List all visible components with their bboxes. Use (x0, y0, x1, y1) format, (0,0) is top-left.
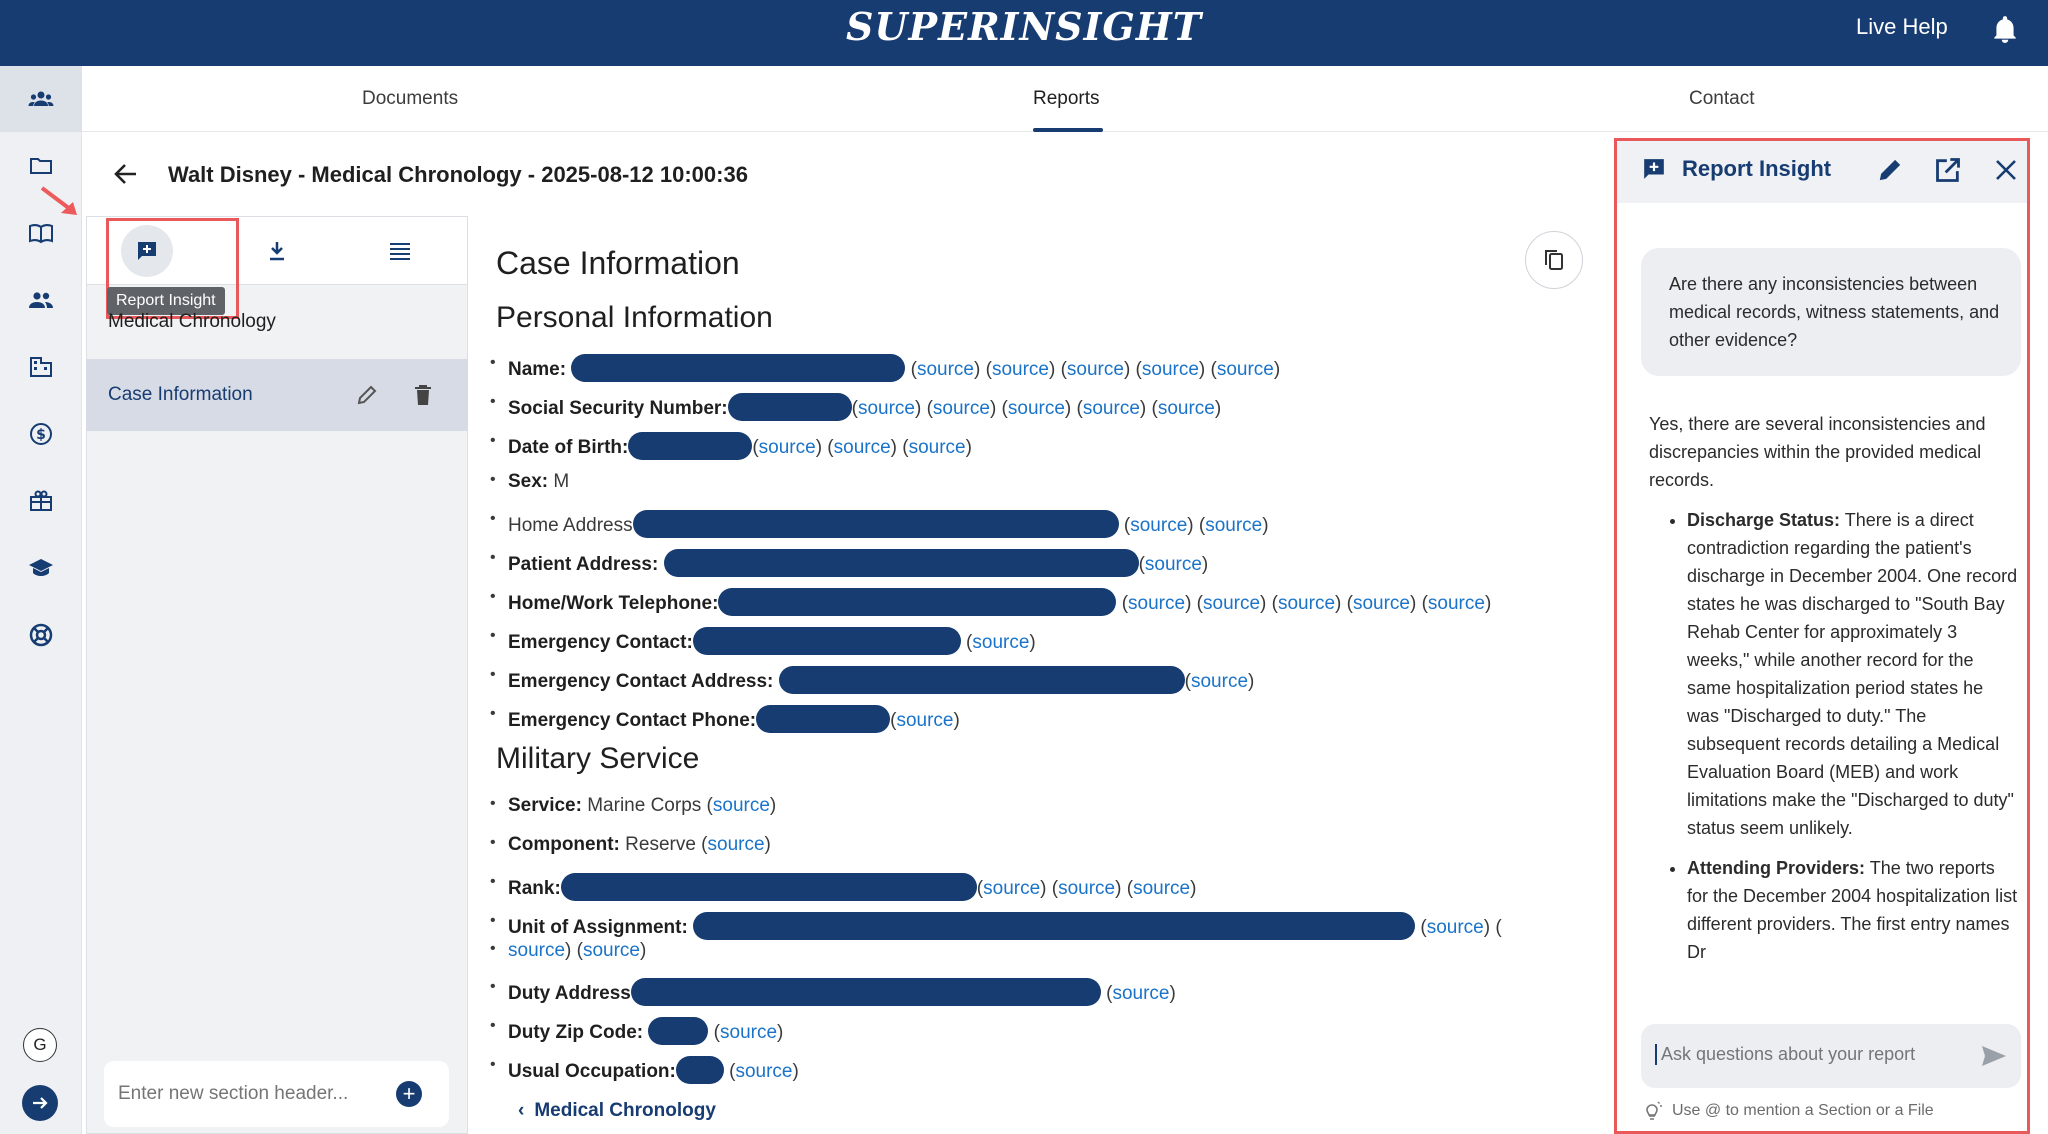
source-link[interactable]: source (508, 940, 566, 961)
main-tabs (82, 66, 2048, 132)
source-link[interactable]: source (712, 795, 770, 816)
source-link[interactable]: source (720, 1022, 778, 1043)
people-icon[interactable] (0, 267, 82, 333)
source-link[interactable]: source (1157, 398, 1215, 419)
redaction-bar (756, 705, 890, 733)
source-link[interactable]: source (1190, 671, 1249, 692)
expand-rail-button[interactable] (22, 1085, 58, 1121)
plus-icon: + (402, 1081, 416, 1106)
source-link[interactable]: source (1426, 917, 1484, 938)
field-label: Unit of Assignment: (508, 917, 688, 938)
source-link[interactable]: source (983, 878, 1041, 899)
list-item: • Unit of Assignment: (source) ( (508, 912, 1502, 940)
source-link[interactable]: source (1427, 593, 1485, 614)
source-link[interactable]: source (582, 940, 640, 961)
field-label: Duty Address (508, 983, 631, 1004)
field-label: Social Security Number: (508, 398, 728, 419)
source-link[interactable]: source (1144, 554, 1202, 575)
source-link[interactable]: source (1130, 515, 1188, 536)
team-icon[interactable] (0, 66, 82, 132)
send-icon[interactable] (1981, 1044, 2007, 1073)
svg-text:$: $ (36, 427, 46, 443)
chevron-left-icon: ‹ (518, 1100, 525, 1121)
pointer-arrow-icon (40, 186, 82, 225)
source-link[interactable]: source (833, 437, 891, 458)
redaction-bar (633, 510, 1119, 538)
field-label: Component: (508, 834, 620, 855)
source-link[interactable]: source (758, 437, 816, 458)
close-icon[interactable] (1994, 158, 2018, 187)
field-label: Patient Address: (508, 554, 659, 575)
list-item: • Emergency Contact Phone: (source) (508, 705, 960, 733)
open-external-icon[interactable] (1934, 156, 1962, 189)
redaction-bar (664, 549, 1139, 577)
edit-icon[interactable] (1876, 156, 1904, 189)
list-item: • Service: Marine Corps (source) (508, 795, 776, 817)
building-icon[interactable] (0, 334, 82, 400)
active-tab-indicator (1033, 128, 1103, 132)
heading-military-service: Military Service (496, 742, 700, 775)
list-item: • Social Security Number: (source) (source) (source) (source) (source) (508, 393, 1221, 421)
field-label: Emergency Contact Phone: (508, 710, 757, 731)
tooltip: Report Insight (107, 287, 225, 315)
source-link[interactable]: source (1352, 593, 1410, 614)
tab-documents[interactable]: Documents (362, 88, 459, 109)
tab-reports[interactable]: Reports (1033, 88, 1100, 109)
point-text: There is a direct contradiction regarding the patient's discharge in December 2004. One record states he was discharged to "South Bay Rehab Center for approximately 3 weeks," while another record for the same hospitalization period states he was "Discharged to duty." The subsequent records detailing a Medical Evaluation Board (MEB) and work limitations make the "Discharged to duty" status seem unlikely. (1687, 510, 2018, 838)
copy-button[interactable] (1525, 231, 1583, 289)
point-label: Attending Providers: (1687, 858, 1866, 878)
redaction-bar (561, 873, 977, 901)
source-link[interactable]: source (916, 359, 974, 380)
lightbulb-icon (1642, 1100, 1662, 1127)
user-question-bubble (1641, 248, 2021, 376)
field-value: Reserve (625, 834, 696, 855)
source-link[interactable]: source (1128, 593, 1186, 614)
dollar-icon[interactable] (0, 401, 82, 467)
list-item: • Rank: (source) (source) (source) (508, 873, 1196, 901)
support-icon[interactable] (0, 602, 82, 668)
source-link[interactable]: source (932, 398, 990, 419)
answer-intro: Yes, there are several inconsistencies and discrepancies within the provided medical records. (1649, 414, 1986, 490)
source-link[interactable]: source (896, 710, 954, 731)
brand-logo[interactable]: SUPERINSIGHT (845, 4, 1203, 49)
assistant-answer (1649, 410, 2019, 1004)
redaction-bar (693, 627, 961, 655)
report-title: Walt Disney - Medical Chronology - 2025-08-12 10:00:36 (168, 162, 748, 187)
point-label: Discharge Status: (1687, 510, 1841, 530)
redaction-bar (631, 978, 1101, 1006)
field-label: Duty Zip Code: (508, 1022, 644, 1043)
edit-icon[interactable] (356, 384, 378, 411)
list-item: • Date of Birth: (source) (source) (source) (508, 432, 972, 460)
source-link[interactable]: source (1082, 398, 1140, 419)
sidebar-item-label[interactable]: Case Information (108, 384, 253, 405)
prev-section-link[interactable] (518, 1100, 716, 1122)
source-link[interactable]: source (1066, 359, 1124, 380)
list-item: • Component: Reserve (source) (508, 834, 771, 856)
redaction-bar (676, 1056, 724, 1084)
chat-add-icon (1642, 157, 1666, 186)
top-bar (0, 0, 2048, 66)
new-section-input[interactable] (118, 1083, 388, 1105)
redaction-bar (728, 393, 852, 421)
heading-personal-information: Personal Information (496, 301, 773, 334)
source-link[interactable]: source (1007, 398, 1065, 419)
list-item: • Home Address (source) (source) (508, 510, 1269, 538)
ask-box (1641, 1024, 2021, 1088)
list-item (508, 471, 569, 493)
field-label: Home Address (508, 515, 633, 536)
prev-section-label: Medical Chronology (534, 1100, 716, 1121)
avatar-initial: G (33, 1035, 47, 1054)
list-item: • Emergency Contact Address: (source) (508, 666, 1254, 694)
redaction-bar (779, 666, 1185, 694)
field-label: Rank: (508, 878, 561, 899)
heading-case-information: Case Information (496, 245, 740, 281)
add-section-button[interactable] (396, 1081, 422, 1107)
sidebar-item-medical-chronology[interactable]: Medical Chronology (108, 311, 276, 332)
arrow-right-icon (31, 1094, 49, 1112)
source-link[interactable]: source (735, 1061, 793, 1082)
download-icon (267, 240, 287, 262)
field-value: M (553, 471, 570, 492)
tab-contact[interactable]: Contact (1689, 88, 1755, 109)
redaction-bar (571, 354, 905, 382)
source-link[interactable]: source (1141, 359, 1199, 380)
user-question-text: Are there any inconsistencies between medical records, witness statements, and other evidence? (1669, 274, 2000, 350)
field-label: Sex: (508, 471, 549, 492)
source-link[interactable]: source (908, 437, 966, 458)
mention-hint: Use @ to mention a Section or a File (1672, 1102, 1934, 1119)
field-label: Home/Work Telephone: (508, 593, 719, 614)
source-link[interactable]: source (1216, 359, 1274, 380)
insight-title: Report Insight (1682, 156, 1832, 181)
field-label: Emergency Contact Address: (508, 671, 774, 692)
gift-icon[interactable] (0, 468, 82, 534)
live-help-link[interactable]: Live Help (1856, 14, 1948, 39)
answer-point (1687, 506, 2019, 842)
source-link[interactable]: source (1133, 878, 1191, 899)
source-link[interactable]: source (1203, 593, 1261, 614)
source-link[interactable]: source (1205, 515, 1263, 536)
source-link[interactable]: source (1112, 983, 1170, 1004)
new-section-box (104, 1061, 449, 1127)
list-item: • Usual Occupation: (source) (508, 1056, 799, 1084)
redaction-bar (628, 432, 752, 460)
school-icon[interactable] (0, 535, 82, 601)
list-item: • Name: (source) (source) (source) (source) (source) (508, 354, 1280, 382)
source-link[interactable]: source (972, 632, 1030, 653)
section-sidebar (86, 216, 468, 1134)
list-item: • Duty Zip Code: (source) (508, 1017, 783, 1045)
source-link[interactable]: source (991, 359, 1049, 380)
back-arrow-icon[interactable] (112, 160, 140, 193)
list-icon (389, 242, 411, 260)
trash-icon[interactable] (414, 384, 432, 411)
field-label: Service: (508, 795, 582, 816)
source-link[interactable]: source (707, 834, 765, 855)
redaction-bar (648, 1017, 708, 1045)
field-label: Date of Birth: (508, 437, 629, 458)
list-item-continuation: • source) (source) (508, 940, 646, 962)
redaction-bar (718, 588, 1116, 616)
field-label: Emergency Contact: (508, 632, 693, 653)
source-link[interactable]: source (857, 398, 915, 419)
answer-point (1687, 854, 2019, 966)
source-link[interactable]: source (1277, 593, 1336, 614)
left-rail (0, 66, 82, 1134)
list-item: • Emergency Contact: (source) (508, 627, 1036, 655)
ask-input[interactable] (1655, 1044, 1965, 1065)
copy-icon (1543, 248, 1565, 272)
bell-icon[interactable] (1992, 14, 2018, 49)
outline-button[interactable] (340, 217, 460, 285)
redaction-bar (693, 912, 1415, 940)
list-item: • Patient Address: (source) (508, 549, 1208, 577)
source-link[interactable]: source (1058, 878, 1116, 899)
field-label: Name: (508, 359, 567, 380)
point-text: The two reports for the December 2004 hospitalization list different providers. The first entry names Dr (1687, 858, 2018, 962)
list-item: • Duty Address (source) (508, 978, 1176, 1006)
avatar[interactable] (23, 1028, 57, 1062)
list-item: • Home/Work Telephone: (source) (source) (source) (source) (source) (508, 588, 1491, 616)
field-value: Marine Corps (587, 795, 702, 816)
field-label: Usual Occupation: (508, 1061, 676, 1082)
